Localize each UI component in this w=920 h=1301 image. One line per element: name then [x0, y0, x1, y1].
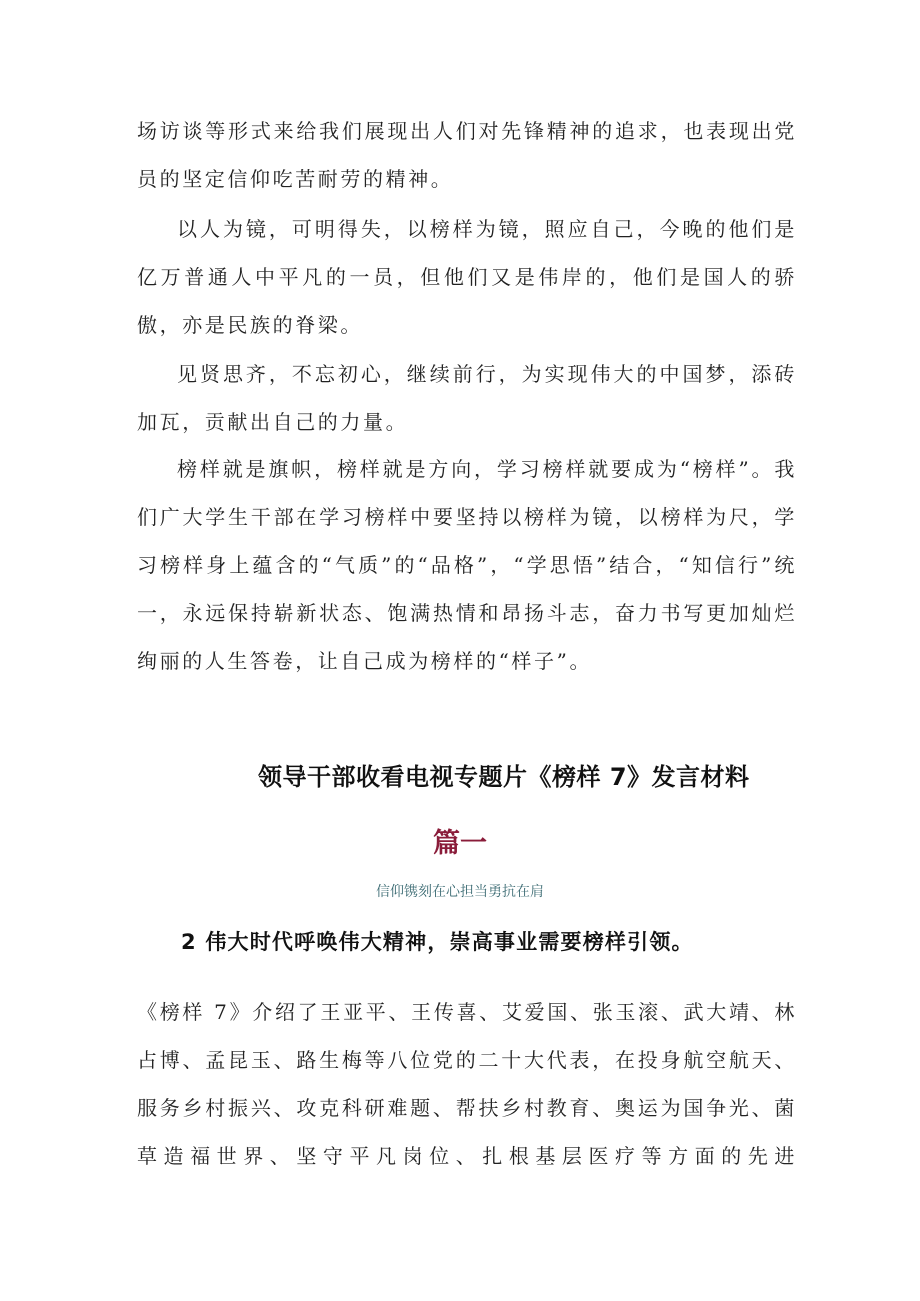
- section-label: 篇一: [433, 828, 487, 859]
- document-title: 领导干部收看电视专题片《榜样 7》发言材料: [258, 763, 750, 791]
- body-paragraph: 《榜样 7》介绍了王亚平、王传喜、艾爱国、张玉滚、武大靖、林占博、孟昆玉、路生梅等八位党的二十大代表，在投身航空航天、服务乡村振兴、攻克科研难题、帮扶乡村教育、奥运为国争光、菌草造福世界、坚守平凡岗位、扎根基层医疗等方面的先进: [137, 1000, 797, 1168]
- paragraph-emulate: 见贤思齐，不忘初心，继续前行，为实现伟大的中国梦，添砖加瓦，贡献出自己的力量。: [137, 362, 797, 434]
- paragraph-role-model: 榜样就是旗帜，榜样就是方向，学习榜样就要成为“榜样”。我们广大学生干部在学习榜样中要坚持以榜样为镜，以榜样为尺，学习榜样身上蕴含的“气质”的“品格”，“学思悟”结合，“知信行”统一，永远保持崭新状态、饱满热情和昂扬斗志，奋力书写更加灿烂绚丽的人生答卷，让自己成为榜样的“样子”。: [137, 457, 797, 673]
- paragraph-continued: 场访谈等形式来给我们展现出人们对先锋精神的追求，也表现出党员的坚定信仰吃苦耐劳的精神。: [137, 119, 797, 191]
- section-subtitle: 信仰镌刻在心担当勇抗在肩: [376, 884, 544, 900]
- paragraph-mirror: 以人为镜，可明得失，以榜样为镜，照应自己，今晚的他们是亿万普通人中平凡的一员，但他们又是伟岸的，他们是国人的骄傲，亦是民族的脊梁。: [137, 217, 797, 337]
- section-heading: 2 伟大时代呼唤伟大精神，崇高事业需要榜样引领。: [181, 930, 694, 954]
